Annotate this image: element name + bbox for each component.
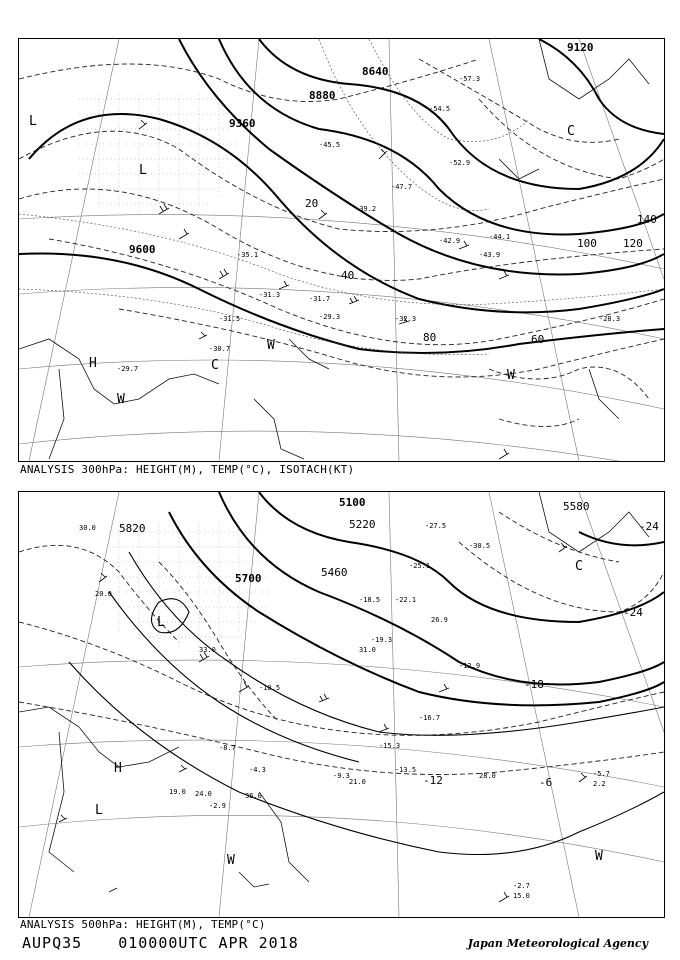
temp-value: -27.5 <box>425 522 447 530</box>
temp-value: -47.7 <box>391 183 413 191</box>
agency-name: Japan Meteorological Agency <box>467 937 648 950</box>
height-label: 8640 <box>362 65 389 78</box>
temp-value: -19.3 <box>371 636 393 644</box>
isotherms <box>19 39 664 355</box>
isotach-label: 80 <box>423 331 437 344</box>
coastlines <box>19 492 649 887</box>
temp-value: -8.7 <box>219 744 236 752</box>
pressure-center-label: W <box>507 368 515 383</box>
temp-value: -15.3 <box>379 742 401 750</box>
height-label: 5100 <box>339 496 366 509</box>
temp-value: -44.1 <box>489 233 511 241</box>
pressure-center-label: C <box>567 124 575 139</box>
chart-300hpa <box>18 38 665 462</box>
temp-value: 19.0 <box>169 788 186 796</box>
temp-value: 24.0 <box>195 790 212 798</box>
pressure-center-label: W <box>117 392 125 407</box>
temp-value: 20.0 <box>95 590 112 598</box>
chart-identifier <box>22 934 325 952</box>
temp-value: -18.5 <box>359 596 381 604</box>
temp-contour-label: -12 <box>423 774 443 787</box>
pressure-center-label: L <box>157 615 165 630</box>
isotach-label: 120 <box>623 237 643 250</box>
temp-contour-label: -18 <box>524 678 544 691</box>
temp-value: -31.5 <box>219 315 241 323</box>
temp-value: -16.7 <box>419 714 441 722</box>
coastlines <box>19 39 649 459</box>
temp-contour-label: -24 <box>639 520 659 533</box>
chart-caption-500hpa: ANALYSIS 500hPa: HEIGHT(M), TEMP(°C) <box>20 918 266 931</box>
temp-value: 15.0 <box>513 892 530 900</box>
temp-value: -31.7 <box>309 295 331 303</box>
temp-value: -29.3 <box>319 313 341 321</box>
valid-time: 010000UTC APR 2018 <box>118 934 299 952</box>
temp-value: 30.0 <box>79 524 96 532</box>
height-label: 9120 <box>567 41 594 54</box>
temp-value: 28.0 <box>479 772 496 780</box>
isotach-label: 140 <box>637 213 657 226</box>
temp-value: -22.1 <box>395 596 417 604</box>
temp-value: -29.7 <box>117 365 139 373</box>
temp-value: 26.9 <box>431 616 448 624</box>
pressure-center-label: H <box>89 356 97 371</box>
pressure-center-label: W <box>267 338 275 353</box>
height-label: 8880 <box>309 89 336 102</box>
temp-value: -52.9 <box>449 159 471 167</box>
height-label: 5820 <box>119 522 146 535</box>
temp-value: 33.0 <box>199 646 216 654</box>
temp-value: 36.0 <box>245 792 262 800</box>
temp-value: -5.7 <box>593 770 610 778</box>
isotherms <box>19 512 664 775</box>
pressure-center-label: C <box>575 559 583 574</box>
temp-value: -2.9 <box>209 802 226 810</box>
temp-value: -25.1 <box>409 562 431 570</box>
pressure-center-label: C <box>211 358 219 373</box>
temp-value: -2.7 <box>513 882 530 890</box>
temp-contour-label: -6 <box>539 776 553 789</box>
height-label: 5700 <box>235 572 262 585</box>
temp-value: -12.9 <box>459 662 481 670</box>
temp-value: -43.9 <box>479 251 501 259</box>
height-label: 5220 <box>349 518 376 531</box>
isotach-label: 100 <box>577 237 597 250</box>
height-label: 9600 <box>129 243 156 256</box>
moisture-hatch <box>79 94 239 214</box>
pressure-center-label: L <box>95 803 103 818</box>
temp-value: -13.5 <box>395 766 417 774</box>
chart-500hpa <box>18 491 665 918</box>
temp-contour-label: -24 <box>623 606 643 619</box>
graticule <box>19 39 664 461</box>
temp-value: -35.1 <box>237 251 259 259</box>
map-300hpa <box>19 39 664 461</box>
temp-value: -9.3 <box>333 772 350 780</box>
temp-value: -57.3 <box>459 75 481 83</box>
height-label: 9360 <box>229 117 256 130</box>
isotach-label: 60 <box>531 333 545 346</box>
pressure-center-label: W <box>227 853 235 868</box>
temp-value: -28.3 <box>599 315 621 323</box>
height-label: 5580 <box>563 500 590 513</box>
temp-value: 2.2 <box>593 780 606 788</box>
isotach-label: 40 <box>341 269 355 282</box>
temp-value: -42.9 <box>439 237 461 245</box>
temp-value: -30.7 <box>209 345 231 353</box>
temp-value: -54.5 <box>429 105 451 113</box>
height-contours <box>19 39 664 353</box>
pressure-center-label: W <box>595 849 603 864</box>
temp-value: -32.3 <box>395 315 417 323</box>
temp-value: -10.5 <box>259 684 281 692</box>
temp-value: 21.0 <box>349 778 366 786</box>
pressure-center-label: L <box>139 163 147 178</box>
pressure-center-label: H <box>114 761 122 776</box>
temp-value: -39.2 <box>355 205 377 213</box>
isotach-label: 20 <box>305 197 319 210</box>
height-label: 5460 <box>321 566 348 579</box>
temp-value: -30.5 <box>469 542 491 550</box>
temp-value: -31.3 <box>259 291 281 299</box>
pressure-center-label: L <box>29 114 37 129</box>
height-contours <box>169 492 664 705</box>
temp-value: -45.5 <box>319 141 341 149</box>
chart-caption-300hpa: ANALYSIS 300hPa: HEIGHT(M), TEMP(°C), ISOTACH(KT) <box>20 463 355 476</box>
map-500hpa <box>19 492 664 917</box>
chart-code: AUPQ35 <box>22 934 83 952</box>
temp-value: 31.0 <box>359 646 376 654</box>
temp-value: -4.3 <box>249 766 266 774</box>
